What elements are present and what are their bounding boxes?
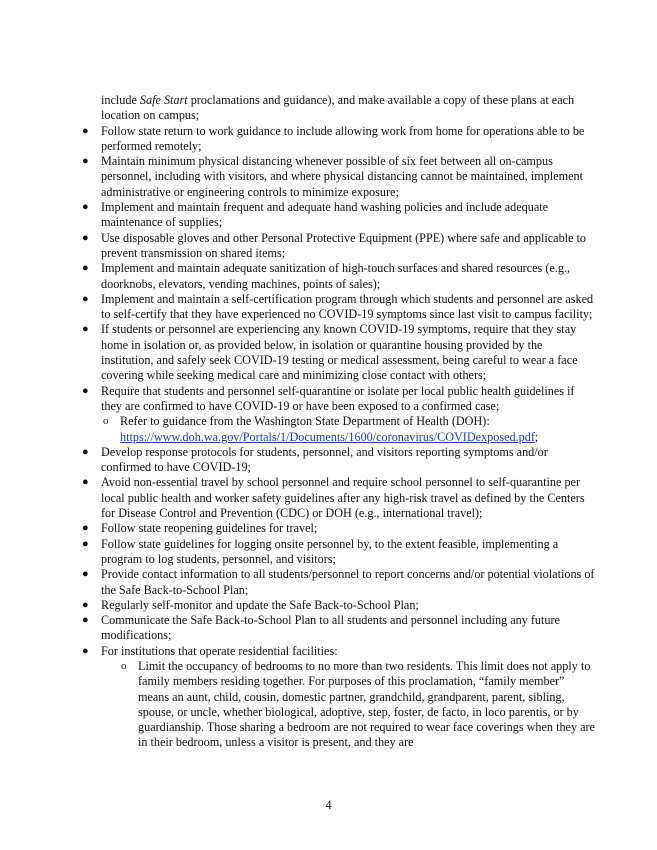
list-item: ● Implement and maintain a self-certification program through which students and personnel are asked to self-certify that they have experienced no COVID-19 symptoms since last visit to campus facility; [82,291,594,322]
bullet-icon: ● [82,522,89,535]
bullet-icon: ● [82,614,89,627]
bullet-icon: ● [82,384,89,397]
list-item: ● For institutions that operate residential facilities: [82,643,338,658]
bullet-icon: ● [82,598,89,611]
circle-bullet-icon: o [103,415,109,428]
bullet-icon: ● [82,644,89,657]
list-item: ● Communicate the Safe Back-to-School Plan to all students and personnel including any future modifications; [82,613,560,643]
circle-bullet-icon: o [121,659,127,672]
bullet-icon: ● [82,568,89,581]
list-item: ● Follow state return to work guidance to include allowing work from home for operations able to be performed remotely; [82,123,585,153]
bullet-icon: ● [82,476,89,489]
list-item: ● Use disposable gloves and other Personal Protective Equipment (PPE) where safe and applicable to prevent transmission on shared items; [82,230,587,260]
bullet-icon: ● [82,445,89,458]
doh-guidance-link[interactable]: https://www.doh.wa.gov/Portals/1/Documents/1600/coronavirus/COVIDexposed.pdf [120,429,535,444]
list-item: ● Implement and maintain frequent and adequate hand washing policies and include adequate maintenance of supplies; [82,200,549,230]
bullet-icon: ● [82,262,89,275]
list-item: ● Regularly self-monitor and update the Safe Back-to-School Plan; [82,597,419,612]
list-item: ● Maintain minimum physical distancing whenever possible of six feet between all on-campus personnel, including with visitors, and where physical distancing cannot be maintained, implement administrative or engineering controls to minimize exposure; [82,154,583,199]
sub-list-item-doh: o Refer to guidance from the Washington State Department of Health (DOH): https://www.doh.wa.gov/Portals/1/Documents/1600/coronavirus/COVIDexposed.pdf; [103,414,539,444]
bullet-icon: ● [82,292,89,305]
list-item: ● Provide contact information to all students/personnel to report concerns and/or potential violations of the Safe Back-to-School Plan; [82,567,595,597]
bullet-icon: ● [82,155,89,168]
safe-start-italic: Safe Start [139,93,188,107]
list-item: ● Follow state guidelines for logging onsite personnel by, to the extent feasible, implementing a program to log students, personnel, and visitors; [82,536,559,566]
sub-list-item-residential: o Limit the occupancy of bedrooms to no more than two residents. This limit does not apply to family members residing together. For purposes of this proclamation, “family member” means an aunt, child, cousin, domestic partner, grandchild, grandparent, parent, sibling, spouse, or uncle, whether biological, adoptive, step, foster, de facto, in loco parentis, or by guardianship. Those sharing a bedroom are not required to wear face coverings when they are in their bedroom, unless a visitor is present, and they are [121,658,595,750]
document-body [82,93,597,751]
list-item: ● Follow state reopening guidelines for travel; [82,521,318,536]
intro-continuation: include Safe Start proclamations and guidance), and make available a copy of these plans at each location on campus; [101,93,575,123]
list-item: ● Avoid non-essential travel by school personnel and require school personnel to self-quarantine per local public health and worker safety guidelines after any high-risk travel as defined by the Centers for Disease Control and Prevention (CDC) or DOH (e.g., international travel); [82,475,585,521]
list-item: ● Implement and maintain adequate sanitization of high-touch surfaces and shared resources (e.g., doorknobs, elevators, vending machines, points of sales); [82,261,571,291]
bullet-icon: ● [82,231,89,244]
list-item: ● If students or personnel are experiencing any known COVID-19 symptoms, require that they stay home in isolation or, as provided below, in isolation or quarantine housing provided by the institution, and safely seek COVID-19 testing or medical assessment, being careful to wear a face covering while seeking medical care and minimizing close contact with others; [82,322,578,383]
list-item: ● Require that students and personnel self-quarantine or isolate per local public health guidelines if they are confirmed to have COVID-19 or have been exposed to a confirmed case; [82,383,575,413]
page-number: 4 [325,798,332,812]
list-item: ● Develop response protocols for students, personnel, and visitors reporting symptoms and/or confirmed to have COVID-19; [82,444,548,475]
bullet-icon: ● [82,323,89,336]
bullet-icon: ● [82,201,89,214]
bullet-icon: ● [82,124,89,137]
bullet-icon: ● [82,537,89,550]
